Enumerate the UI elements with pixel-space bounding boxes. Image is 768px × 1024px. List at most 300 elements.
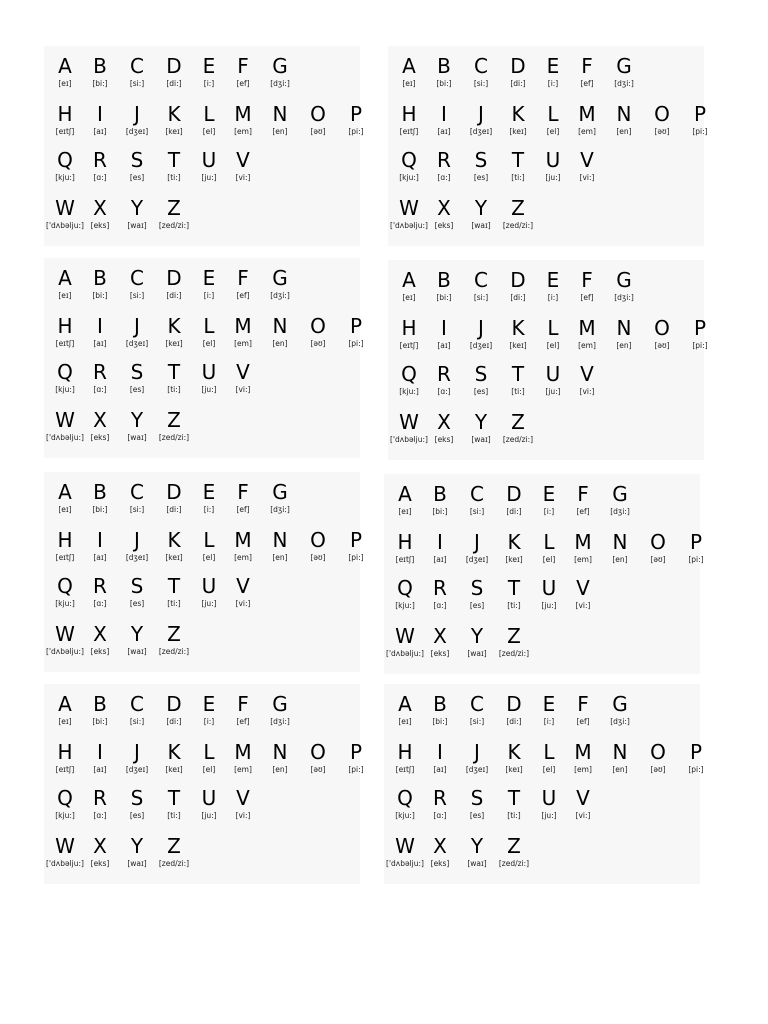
pronunciation: [el] xyxy=(202,339,216,348)
pronunciation: [i:] xyxy=(547,79,559,88)
letter: W xyxy=(399,196,419,220)
alphabet-row xyxy=(384,834,700,878)
letter: O xyxy=(310,102,326,126)
alphabet-card xyxy=(388,46,708,246)
pronunciation: [ɑ:] xyxy=(437,387,451,396)
pronunciation: [i:] xyxy=(547,293,559,302)
letter: L xyxy=(203,314,215,338)
pronunciation: [i:] xyxy=(543,717,555,726)
pronunciation: [keɪ] xyxy=(165,339,183,348)
letter-cell xyxy=(221,360,265,395)
letter: G xyxy=(612,692,628,716)
letter: J xyxy=(134,102,140,126)
letter: G xyxy=(616,268,632,292)
letter: K xyxy=(167,102,181,126)
letter: V xyxy=(236,786,250,810)
pronunciation: [əʊ] xyxy=(310,765,326,774)
letter: M xyxy=(574,740,592,764)
letter-cell xyxy=(221,786,265,821)
alphabet-row xyxy=(384,624,700,668)
alphabet-card xyxy=(44,46,364,246)
pronunciation: [ju:] xyxy=(541,811,557,820)
letter: R xyxy=(93,148,107,172)
letter: D xyxy=(166,480,182,504)
pronunciation: [si:] xyxy=(129,79,145,88)
pronunciation: [di:] xyxy=(166,717,182,726)
letter: F xyxy=(237,480,249,504)
letter: F xyxy=(577,482,589,506)
letter: O xyxy=(654,316,670,340)
letter: E xyxy=(546,54,560,78)
pronunciation: [pi:] xyxy=(692,127,708,136)
pronunciation: [ef] xyxy=(576,717,590,726)
pronunciation: [en] xyxy=(272,765,288,774)
letter: L xyxy=(203,528,215,552)
pronunciation: [aɪ] xyxy=(93,765,107,774)
letter: G xyxy=(272,266,288,290)
letter: N xyxy=(612,530,628,554)
letter-cell xyxy=(598,692,642,727)
letter: I xyxy=(441,102,447,126)
letter: I xyxy=(97,528,103,552)
letter: X xyxy=(93,834,107,858)
letter: T xyxy=(167,786,181,810)
letter: F xyxy=(237,692,249,716)
letter: V xyxy=(576,786,590,810)
pronunciation: ['dʌbəlju:] xyxy=(46,859,84,868)
alphabet-row xyxy=(388,196,704,240)
pronunciation: [em] xyxy=(574,555,592,564)
pronunciation: [dʒi:] xyxy=(614,79,634,88)
letter: P xyxy=(693,102,707,126)
letter: D xyxy=(166,266,182,290)
letter: Y xyxy=(470,624,484,648)
letter-cell xyxy=(492,624,536,659)
pronunciation: ['dʌbəlju:] xyxy=(390,221,428,230)
letter: D xyxy=(510,268,526,292)
pronunciation: [ti:] xyxy=(511,173,525,182)
letter: Q xyxy=(401,148,417,172)
pronunciation: [keɪ] xyxy=(509,341,527,350)
letter: K xyxy=(507,740,521,764)
pronunciation: [waɪ] xyxy=(127,221,147,230)
pronunciation: [əʊ] xyxy=(650,555,666,564)
pronunciation: [ju:] xyxy=(201,173,217,182)
pronunciation: [em] xyxy=(578,341,596,350)
letter: E xyxy=(542,692,556,716)
pronunciation: [kju:] xyxy=(55,173,75,182)
letter: Z xyxy=(167,196,181,220)
pronunciation: [si:] xyxy=(469,507,485,516)
letter: C xyxy=(130,266,144,290)
alphabet-row xyxy=(44,102,364,146)
letter: G xyxy=(272,54,288,78)
pronunciation: [pi:] xyxy=(348,553,364,562)
letter: Q xyxy=(397,576,413,600)
pronunciation: [el] xyxy=(546,341,560,350)
pronunciation: [dʒeɪ] xyxy=(465,765,489,774)
pronunciation: [es] xyxy=(129,173,145,182)
letter: A xyxy=(58,480,72,504)
letter: T xyxy=(167,148,181,172)
alphabet-row xyxy=(44,740,364,784)
letter: J xyxy=(478,102,484,126)
pronunciation: [di:] xyxy=(506,507,522,516)
pronunciation: [si:] xyxy=(129,717,145,726)
letter: X xyxy=(437,196,451,220)
pronunciation: [keɪ] xyxy=(165,765,183,774)
pronunciation: [pi:] xyxy=(348,765,364,774)
pronunciation: [ju:] xyxy=(201,385,217,394)
letter: N xyxy=(272,102,288,126)
letter: K xyxy=(507,530,521,554)
letter: I xyxy=(97,102,103,126)
alphabet-row xyxy=(384,786,700,830)
letter-cell xyxy=(565,148,609,183)
letter: H xyxy=(57,102,73,126)
pronunciation: [bi:] xyxy=(92,505,108,514)
letter: S xyxy=(130,786,144,810)
pronunciation: [eks] xyxy=(90,221,110,230)
pronunciation: [eɪtʃ] xyxy=(55,553,75,562)
letter-cell xyxy=(258,692,302,727)
letter: D xyxy=(506,482,522,506)
pronunciation: [di:] xyxy=(166,79,182,88)
alphabet-card xyxy=(44,258,364,458)
letter: W xyxy=(399,410,419,434)
letter: S xyxy=(474,362,488,386)
pronunciation: [dʒeɪ] xyxy=(469,341,493,350)
letter-cell xyxy=(221,574,265,609)
letter: F xyxy=(237,266,249,290)
pronunciation: [dʒi:] xyxy=(270,717,290,726)
alphabet-row xyxy=(44,528,364,572)
letter: Z xyxy=(507,624,521,648)
pronunciation: [bi:] xyxy=(436,293,452,302)
letter: L xyxy=(203,102,215,126)
letter-cell xyxy=(602,54,646,89)
letter: L xyxy=(547,316,559,340)
letter: R xyxy=(437,362,451,386)
alphabet-row xyxy=(44,266,360,310)
pronunciation: [si:] xyxy=(129,505,145,514)
pronunciation: [zed/zi:] xyxy=(498,649,530,658)
letter: R xyxy=(437,148,451,172)
letter: U xyxy=(541,786,557,810)
pronunciation: [ju:] xyxy=(201,811,217,820)
pronunciation: [es] xyxy=(469,811,485,820)
pronunciation: [zed/zi:] xyxy=(158,433,190,442)
letter: O xyxy=(310,314,326,338)
alphabet-row xyxy=(44,408,360,452)
letter: X xyxy=(433,624,447,648)
pronunciation: [dʒeɪ] xyxy=(125,553,149,562)
pronunciation: [eɪtʃ] xyxy=(395,555,415,564)
pronunciation: [ɑ:] xyxy=(93,599,107,608)
letter: W xyxy=(395,624,415,648)
letter: L xyxy=(543,740,555,764)
letter: C xyxy=(130,54,144,78)
alphabet-row xyxy=(388,362,704,406)
letter: W xyxy=(395,834,415,858)
pronunciation: [ti:] xyxy=(507,811,521,820)
alphabet-row xyxy=(384,740,704,784)
pronunciation: [i:] xyxy=(203,79,215,88)
letter-cell xyxy=(334,314,378,349)
pronunciation: [di:] xyxy=(166,505,182,514)
letter: K xyxy=(511,102,525,126)
letter: V xyxy=(580,362,594,386)
letter: U xyxy=(541,576,557,600)
pronunciation: [keɪ] xyxy=(509,127,527,136)
letter: P xyxy=(689,740,703,764)
pronunciation: [vi:] xyxy=(579,173,595,182)
pronunciation: [i:] xyxy=(203,291,215,300)
pronunciation: [bi:] xyxy=(92,79,108,88)
letter: M xyxy=(234,528,252,552)
letter: R xyxy=(433,576,447,600)
pronunciation: [es] xyxy=(129,811,145,820)
pronunciation: [es] xyxy=(473,173,489,182)
pronunciation: [waɪ] xyxy=(471,435,491,444)
pronunciation: [ɑ:] xyxy=(433,601,447,610)
letter: Z xyxy=(507,834,521,858)
letter: J xyxy=(134,314,140,338)
letter-cell xyxy=(598,482,642,517)
letter: Q xyxy=(397,786,413,810)
pronunciation: [əʊ] xyxy=(650,765,666,774)
pronunciation: [i:] xyxy=(203,505,215,514)
letter: B xyxy=(437,54,451,78)
letter: W xyxy=(55,196,75,220)
letter: T xyxy=(511,148,525,172)
pronunciation: [es] xyxy=(469,601,485,610)
pronunciation: [si:] xyxy=(473,293,489,302)
pronunciation: [el] xyxy=(202,765,216,774)
pronunciation: [keɪ] xyxy=(505,765,523,774)
letter: N xyxy=(612,740,628,764)
pronunciation: [aɪ] xyxy=(93,553,107,562)
pronunciation: [ti:] xyxy=(507,601,521,610)
pronunciation: [waɪ] xyxy=(467,859,487,868)
pronunciation: [si:] xyxy=(473,79,489,88)
alphabet-row xyxy=(384,576,700,620)
pronunciation: [ef] xyxy=(236,505,250,514)
pronunciation: [pi:] xyxy=(348,127,364,136)
letter: R xyxy=(93,786,107,810)
letter: J xyxy=(134,528,140,552)
letter: P xyxy=(349,102,363,126)
letter: U xyxy=(201,786,217,810)
alphabet-row xyxy=(44,148,360,192)
letter: V xyxy=(236,360,250,384)
pronunciation: [dʒeɪ] xyxy=(125,339,149,348)
letter: Z xyxy=(167,408,181,432)
letter-cell xyxy=(674,740,718,775)
letter: P xyxy=(349,314,363,338)
pronunciation: [eɪ] xyxy=(58,717,72,726)
pronunciation: [dʒi:] xyxy=(270,505,290,514)
letter: P xyxy=(349,528,363,552)
pronunciation: [aɪ] xyxy=(437,341,451,350)
pronunciation: [en] xyxy=(272,339,288,348)
letter: J xyxy=(474,530,480,554)
letter: H xyxy=(401,102,417,126)
letter: L xyxy=(543,530,555,554)
pronunciation: [el] xyxy=(202,127,216,136)
pronunciation: [eɪ] xyxy=(58,291,72,300)
pronunciation: [es] xyxy=(473,387,489,396)
pronunciation: [vi:] xyxy=(575,811,591,820)
pronunciation: [waɪ] xyxy=(467,649,487,658)
pronunciation: [zed/zi:] xyxy=(158,221,190,230)
letter: S xyxy=(474,148,488,172)
letter: G xyxy=(272,692,288,716)
pronunciation: [pi:] xyxy=(688,555,704,564)
alphabet-row xyxy=(44,692,360,736)
pronunciation: [di:] xyxy=(166,291,182,300)
pronunciation: [bi:] xyxy=(92,717,108,726)
letter: R xyxy=(433,786,447,810)
pronunciation: [zed/zi:] xyxy=(498,859,530,868)
letter: U xyxy=(545,362,561,386)
pronunciation: [ɑ:] xyxy=(437,173,451,182)
alphabet-row xyxy=(44,622,360,666)
pronunciation: [vi:] xyxy=(575,601,591,610)
alphabet-row xyxy=(384,482,700,526)
pronunciation: [eks] xyxy=(430,859,450,868)
letter: H xyxy=(397,530,413,554)
letter: J xyxy=(474,740,480,764)
pronunciation: [eɪtʃ] xyxy=(399,127,419,136)
pronunciation: [eks] xyxy=(90,433,110,442)
letter: D xyxy=(506,692,522,716)
letter: Z xyxy=(167,834,181,858)
pronunciation: [əʊ] xyxy=(310,127,326,136)
letter: G xyxy=(612,482,628,506)
letter: B xyxy=(93,54,107,78)
letter: H xyxy=(397,740,413,764)
letter: F xyxy=(581,54,593,78)
alphabet-row xyxy=(388,102,708,146)
pronunciation: [əʊ] xyxy=(310,339,326,348)
pronunciation: [di:] xyxy=(506,717,522,726)
pronunciation: [pi:] xyxy=(348,339,364,348)
pronunciation: [eɪ] xyxy=(398,507,412,516)
pronunciation: [dʒi:] xyxy=(270,291,290,300)
pronunciation: [ef] xyxy=(580,79,594,88)
letter: O xyxy=(310,740,326,764)
pronunciation: ['dʌbəlju:] xyxy=(386,649,424,658)
letter: X xyxy=(93,196,107,220)
letter: H xyxy=(57,314,73,338)
letter: T xyxy=(511,362,525,386)
letter: E xyxy=(542,482,556,506)
pronunciation: [aɪ] xyxy=(93,127,107,136)
letter: E xyxy=(202,266,216,290)
pronunciation: [el] xyxy=(546,127,560,136)
pronunciation: [waɪ] xyxy=(127,647,147,656)
letter: R xyxy=(93,574,107,598)
pronunciation: [en] xyxy=(612,555,628,564)
pronunciation: [el] xyxy=(202,553,216,562)
letter-cell xyxy=(561,786,605,821)
letter: O xyxy=(310,528,326,552)
pronunciation: [aɪ] xyxy=(433,765,447,774)
letter-cell xyxy=(334,102,378,137)
letter: Y xyxy=(474,410,488,434)
pronunciation: [en] xyxy=(272,553,288,562)
pronunciation: [kju:] xyxy=(395,811,415,820)
pronunciation: [waɪ] xyxy=(127,433,147,442)
pronunciation: [ti:] xyxy=(167,811,181,820)
letter: O xyxy=(650,740,666,764)
alphabet-card xyxy=(44,684,364,884)
letter-cell xyxy=(258,480,302,515)
letter: S xyxy=(470,786,484,810)
letter-cell xyxy=(152,408,196,443)
pronunciation: [ɑ:] xyxy=(93,385,107,394)
letter: W xyxy=(55,834,75,858)
pronunciation: [em] xyxy=(574,765,592,774)
pronunciation: [eɪ] xyxy=(402,79,416,88)
letter: Z xyxy=(511,196,525,220)
letter: Q xyxy=(57,786,73,810)
letter: D xyxy=(166,54,182,78)
pronunciation: [pi:] xyxy=(692,341,708,350)
alphabet-row xyxy=(44,360,360,404)
pronunciation: [dʒi:] xyxy=(614,293,634,302)
pronunciation: [si:] xyxy=(129,291,145,300)
pronunciation: [ti:] xyxy=(167,385,181,394)
letter: V xyxy=(576,576,590,600)
pronunciation: [ɑ:] xyxy=(93,173,107,182)
letter: U xyxy=(545,148,561,172)
pronunciation: [bi:] xyxy=(92,291,108,300)
letter: C xyxy=(474,268,488,292)
alphabet-row xyxy=(44,314,364,358)
pronunciation: [ju:] xyxy=(545,173,561,182)
letter: A xyxy=(398,482,412,506)
pronunciation: [el] xyxy=(542,555,556,564)
letter: H xyxy=(57,740,73,764)
alphabet-row xyxy=(388,316,708,360)
letter: Y xyxy=(474,196,488,220)
letter-cell xyxy=(152,622,196,657)
letter: Y xyxy=(130,408,144,432)
alphabet-row xyxy=(388,148,704,192)
letter: U xyxy=(201,360,217,384)
letter: K xyxy=(167,740,181,764)
pronunciation: [zed/zi:] xyxy=(502,221,534,230)
pronunciation: [eɪ] xyxy=(58,505,72,514)
pronunciation: [el] xyxy=(542,765,556,774)
letter: V xyxy=(580,148,594,172)
pronunciation: [bi:] xyxy=(432,717,448,726)
pronunciation: [ef] xyxy=(236,291,250,300)
pronunciation: [ju:] xyxy=(201,599,217,608)
pronunciation: [eks] xyxy=(90,647,110,656)
pronunciation: [i:] xyxy=(203,717,215,726)
letter-cell xyxy=(221,148,265,183)
pronunciation: [em] xyxy=(578,127,596,136)
pronunciation: [vi:] xyxy=(235,385,251,394)
pronunciation: ['dʌbəlju:] xyxy=(46,433,84,442)
alphabet-row xyxy=(388,410,704,454)
letter: C xyxy=(470,692,484,716)
pronunciation: [eɪ] xyxy=(58,79,72,88)
letter: M xyxy=(578,102,596,126)
